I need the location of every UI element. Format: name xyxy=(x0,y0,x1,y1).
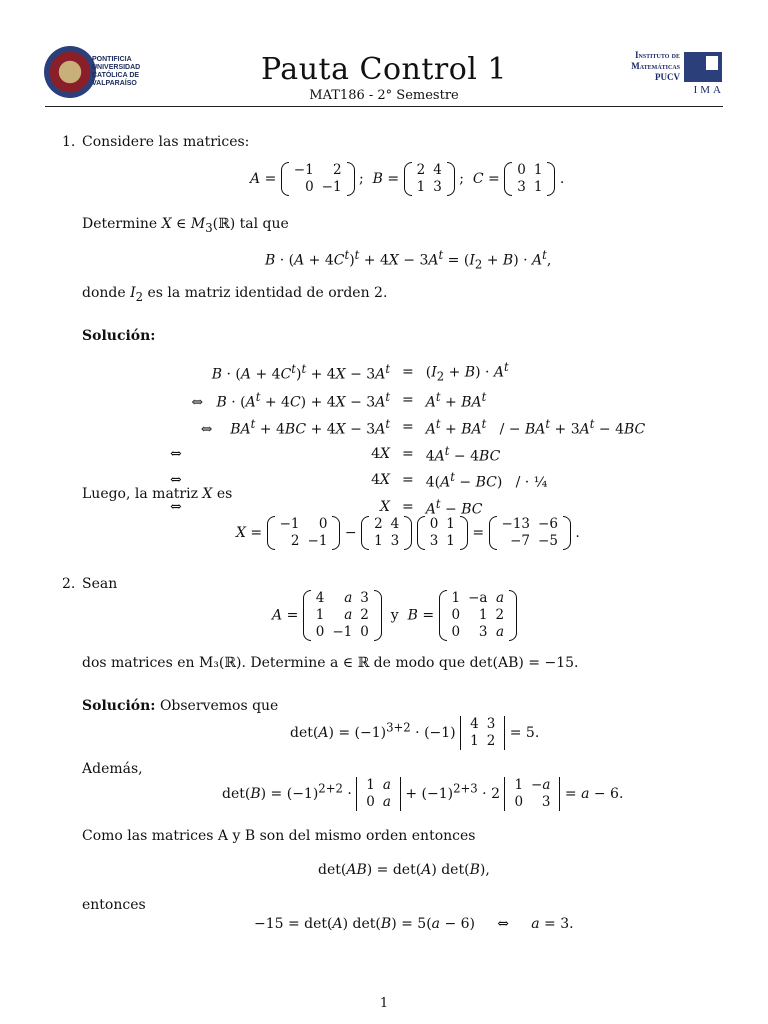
det-product-equation: det(AB) = det(A) det(B), xyxy=(318,862,490,878)
matrix-b: 2 4 1 3 xyxy=(404,162,455,196)
final-equation: −15 = det(A) det(B) = 5(a − 6) ⇔ a = 3. xyxy=(254,916,574,932)
institute-logo-text: Instituto de Matemáticas PUCV xyxy=(631,50,680,82)
institute-abbr: IMA xyxy=(693,84,724,96)
page-title: Pauta Control 1 xyxy=(260,52,508,87)
matrix-x-result: −13 −6 −7 −5 xyxy=(489,516,571,550)
institute-logo xyxy=(618,50,728,100)
matrix-a2: 4 a 3 1 a 2 0 −1 0 xyxy=(303,590,382,641)
page-number: 1 xyxy=(379,996,389,1011)
problem-1-derivation: $B \cdot (A + 4C^t)^t + 4X - 3A^t$ = $(I_2 + B) \cdot A^t$ ⇔ $B \cdot (A^t + 4C) + 4X - 3A^t$ = $A^t + BA^t$ ⇔ $BA^t + 4BC + 4X - 3A^t$ = $A^t + BA^t$ / − $BA^t + 3A^t - 4BC$ ⇔ 4X = $4A^t - 4BC$ ⇔ 4X = $4(A^t - BC)$ / · ¼ ⇔ X = $A^t$ − BC xyxy=(170,360,646,518)
problem-1-determine: Determine X ∈ $M_3(ℝ)$ tal que xyxy=(82,216,289,235)
problem-1-number: 1. xyxy=(62,134,76,150)
problem-2-statement: dos matrices en M₃(ℝ). Determine a ∈ ℝ de modo que det(AB) = −15. xyxy=(82,655,579,671)
problem-1-solution-label: Solución: xyxy=(82,328,156,344)
matrix-a: −1 2 0 −1 xyxy=(281,162,355,196)
problem-1-matrices: A = −1 2 0 −1 ; B = 2 4 1 3 ; C = 0 1 3 1 . xyxy=(250,162,565,195)
problem-1-luego: Luego, la matriz X es xyxy=(82,486,233,502)
matrix-c: 0 1 3 1 xyxy=(504,162,555,196)
matrix-b2: 1 −a a 0 1 2 0 3 a xyxy=(439,590,518,641)
problem-2-same-order: Como las matrices A y B son del mismo orden entonces xyxy=(82,828,476,844)
det-b-equation: $\det(B) = (-1)^{2+2}$ · 1 a 0 a + $(-1)^{2+3} \cdot 2$ 1 −a 0 3 = a − 6. xyxy=(222,777,624,810)
university-logo-text: PONTIFICIA UNIVERSIDAD CATÓLICA DE VALPARAÍSO xyxy=(92,56,141,87)
problem-2-entonces: entonces xyxy=(82,897,146,913)
problem-1-where: donde $I_2$ es la matriz identidad de orden 2. xyxy=(82,285,388,304)
problem-2-intro: Sean xyxy=(82,576,118,592)
problem-1-result: X = −1 0 2 −1 − 2 4 1 3 0 1 3 1 = −13 −6 −7 −5 . xyxy=(236,516,580,549)
header-divider xyxy=(45,106,723,107)
page-subtitle: MAT186 - 2° Semestre xyxy=(309,88,459,103)
det-a-equation: $\det(A) = (-1)^{3+2} \cdot (-1)$ 4 3 1 2 = 5. xyxy=(290,716,540,749)
problem-2-ademas: Además, xyxy=(82,761,143,777)
institute-emblem-icon xyxy=(684,52,722,82)
problem-2-number: 2. xyxy=(62,576,76,592)
problem-1-equation: $B \cdot (A + 4C^t)^t + 4X - 3A^t = (I_2 + B) \cdot A^t$, xyxy=(265,248,552,272)
problem-2-matrices: A = 4 a 3 1 a 2 0 −1 0 y B = 1 −a a 0 1 2 0 3 a xyxy=(272,590,517,641)
problem-2-solution: Solución: Observemos que xyxy=(82,698,279,714)
problem-1-intro: Considere las matrices: xyxy=(82,134,250,150)
